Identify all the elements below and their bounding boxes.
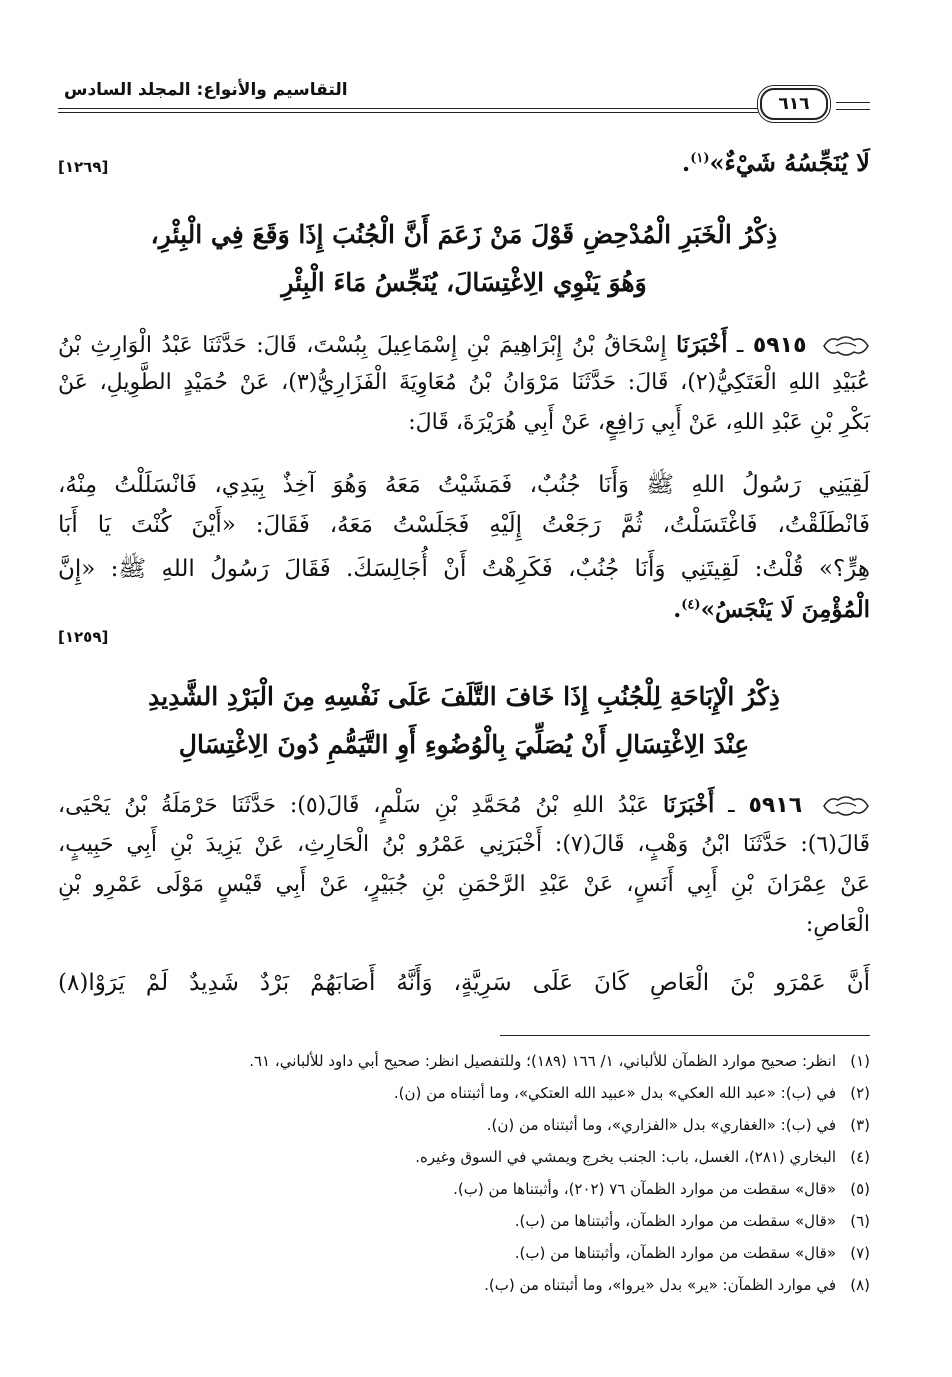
- footnote-number: (٦): [850, 1212, 870, 1230]
- isnad-line: عَنْ عِمْرَانَ بْنِ أَبِي أَنَسٍ، عَنْ عَبْدِ الرَّحْمَنِ بْنِ جُبَيْرٍ، عَنْ أَبِي قَيْسٍ مَوْلَى عَمْرِو بْنِ: [58, 872, 870, 897]
- footnote-number: (٤): [850, 1148, 870, 1166]
- footnote: [58, 1148, 870, 1166]
- isnad-line: ٥٩١٦ ـ أَخْبَرَنَا عَبْدُ اللهِ بْنُ مُحَمَّدِ بْنِ سَلْمٍ، قَالَ(٥): حَدَّثَنَا حَرْمَلَةُ بْنُ يَحْيَى،: [58, 792, 870, 818]
- hadith-number: ٥٩١٦: [748, 793, 803, 818]
- footnote-text: في (ب): «عبد الله العكي» بدل «عبيد الله العتكي»، وما أثبتناه من (ن).: [393, 1084, 836, 1102]
- footnote: [58, 1084, 870, 1102]
- matn-line: هِرٍّ؟» قُلْتُ: لَقِيتَنِي وَأَنَا جُنُبٌ، فَكَرِهْتُ أَنْ أُجَالِسَكَ. فَقَالَ رَسُولُ اللهِ ﷺ: «إِنَّ: [58, 556, 870, 582]
- hadith-ornament-icon: [822, 334, 870, 358]
- chapter-heading-line: ذِكْرُ الْخَبَرِ الْمُدْحِضِ قَوْلَ مَنْ زَعَمَ أَنَّ الْجُنُبَ إِذَا وَقَعَ فِي الْبِئْرِ،: [150, 220, 778, 249]
- matn-line: أَنَّ عَمْرَو بْنَ الْعَاصِ كَانَ عَلَى سَرِيَّةٍ، وَأَنَّهُ أَصَابَهُمْ بَرْدٌ شَدِيدٌ لَمْ يَرَوْا(٨): [58, 970, 870, 996]
- footnote: [58, 1052, 870, 1070]
- footnote: [58, 1116, 870, 1134]
- narration-lead: أَخْبَرَنَا: [662, 792, 715, 818]
- isnad-line: الْعَاصِ:: [805, 912, 870, 937]
- matn-line: الْمُؤْمِنَ لَا يَنْجَسُ»$^{(٤)}$.: [673, 596, 870, 623]
- footnote-text: «قال» سقطت من موارد الظمآن، وأثبتناها من (ب).: [514, 1244, 836, 1262]
- isnad-line: ٥٩١٥ ـ أَخْبَرَنَا إِسْحَاقُ بْنُ إِبْرَاهِيمَ بْنِ إِسْمَاعِيلَ بِبُسْتَ، قَالَ: حَدَّثَنَا عَبْدُ الْوَارِثِ بْنُ: [58, 332, 870, 358]
- footnote: [58, 1180, 870, 1198]
- footnote-number: (١): [850, 1052, 870, 1070]
- matn-line: لَقِيَنِي رَسُولُ اللهِ ﷺ وَأَنَا جُنُبٌ، فَمَشَيْتُ مَعَهُ وَهُوَ آخِذٌ بِيَدِي، فَانْسَلَلْتُ مِنْهُ،: [58, 472, 870, 498]
- footnote-text: في (ب): «الغفاري» بدل «الفزاري»، وما أثبتناه من (ن).: [486, 1116, 836, 1134]
- isnad-line: قَالَ(٦): حَدَّثَنَا ابْنُ وَهْبٍ، قَالَ(٧): أَخْبَرَنِي عَمْرُو بْنُ الْحَارِثِ، عَنْ يَزِيدَ بْنِ أَبِي حَبِيبٍ،: [58, 832, 870, 857]
- hadith-ornament-icon: [822, 794, 870, 818]
- footnote-text: «قال» سقطت من موارد الظمآن ٧٦ (٢٠٢)، وأثبتناها من (ب).: [453, 1180, 836, 1198]
- footnote-number: (٧): [850, 1244, 870, 1262]
- narration-lead: أَخْبَرَنَا: [676, 332, 728, 358]
- continuation-line: لَا يُنَجِّسُهُ شَيْءٌ»$^{(١)}$.: [681, 148, 870, 177]
- matn-text: الْمُؤْمِنَ لَا يَنْجَسُ»: [700, 596, 870, 623]
- footnote-number: (٢): [850, 1084, 870, 1102]
- page-header: [58, 80, 870, 122]
- footnote-text: في موارد الظمآن: «ير» بدل «يروا»، وما أثبتناه من (ب).: [484, 1276, 836, 1294]
- footnote-text: انظر: صحيح موارد الظمآن للألباني، ١/ ١٦٦ (١٨٩)؛ وللتفصيل انظر: صحيح أبي داود للألباني، ٦١.: [249, 1052, 836, 1070]
- footnote: [58, 1276, 870, 1294]
- footnote-separator: [500, 1035, 870, 1036]
- footnote-number: (٨): [850, 1276, 870, 1294]
- chapter-heading-line: عِنْدَ الِاغْتِسَالِ أَنْ يُصَلِّيَ بِالْوُضُوءِ أَوِ التَّيَمُّمِ دُونَ الِاغْتِسَالِ: [178, 730, 750, 759]
- header-ornament: [836, 102, 870, 110]
- continuation-text: لَا يُنَجِّسُهُ شَيْءٌ»: [709, 148, 870, 177]
- isnad-text: إِسْحَاقُ بْنُ إِبْرَاهِيمَ بْنِ إِسْمَاعِيلَ بِبُسْتَ، قَالَ: حَدَّثَنَا عَبْدُ الْوَارِثِ بْنُ: [58, 333, 667, 358]
- footnote-text: «قال» سقطت من موارد الظمآن، وأثبتناها من (ب).: [514, 1212, 836, 1230]
- footnote-marker: (١): [690, 151, 710, 166]
- matn-line: فَانْطَلَقْتُ، فَاغْتَسَلْتُ، ثُمَّ رَجَعْتُ إِلَيْهِ فَجَلَسْتُ مَعَهُ، فَقَالَ: «أَيْنَ كُنْتَ يَا أَبَا: [58, 512, 870, 538]
- header-rule: [58, 112, 758, 113]
- chapter-heading-line: وَهُوَ يَنْوِي الِاغْتِسَالَ، يُنَجِّسُ مَاءَ الْبِئْرِ: [281, 268, 647, 297]
- header-rule: [58, 108, 758, 109]
- isnad-line: بَكْرِ بْنِ عَبْدِ اللهِ، عَنْ أَبِي رَافِعٍ، عَنْ أَبِي هُرَيْرَةَ، قَالَ:: [408, 410, 870, 435]
- isnad-line: عُبَيْدِ اللهِ الْعَتَكِيُّ(٢)، قَالَ: حَدَّثَنَا مَرْوَانُ بْنُ مُعَاوِيَةَ الْفَزَارِيُّ(٣)، عَنْ حُمَيْدٍ الطَّوِيلِ، عَنْ: [58, 370, 871, 395]
- chapter-heading-line: ذِكْرُ الْإِبَاحَةِ لِلْجُنُبِ إِذَا خَافَ التَّلَفَ عَلَى نَفْسِهِ مِنَ الْبَرْدِ الشَّدِيدِ: [148, 682, 780, 711]
- hadith-reference: [١٢٥٩]: [58, 628, 109, 646]
- footnote-marker: (٤): [681, 597, 701, 613]
- page-number: ٦١٦: [760, 88, 828, 120]
- hadith-number: ٥٩١٥: [752, 333, 807, 358]
- footnote-number: (٣): [850, 1116, 870, 1134]
- footnote-text: البخاري (٢٨١)، الغسل، باب: الجنب يخرج ويمشي في السوق وغيره.: [415, 1148, 836, 1166]
- running-title: التقاسيم والأنواع: المجلد السادس: [58, 80, 354, 100]
- footnote: [58, 1212, 870, 1230]
- footnote: [58, 1244, 870, 1262]
- hadith-reference: [١٢٦٩]: [58, 158, 109, 176]
- footnote-number: (٥): [850, 1180, 870, 1198]
- isnad-text: عَبْدُ اللهِ بْنُ مُحَمَّدِ بْنِ سَلْمٍ، قَالَ(٥): حَدَّثَنَا حَرْمَلَةُ بْنُ يَحْيَى،: [58, 793, 650, 818]
- book-page: [58, 70, 870, 1350]
